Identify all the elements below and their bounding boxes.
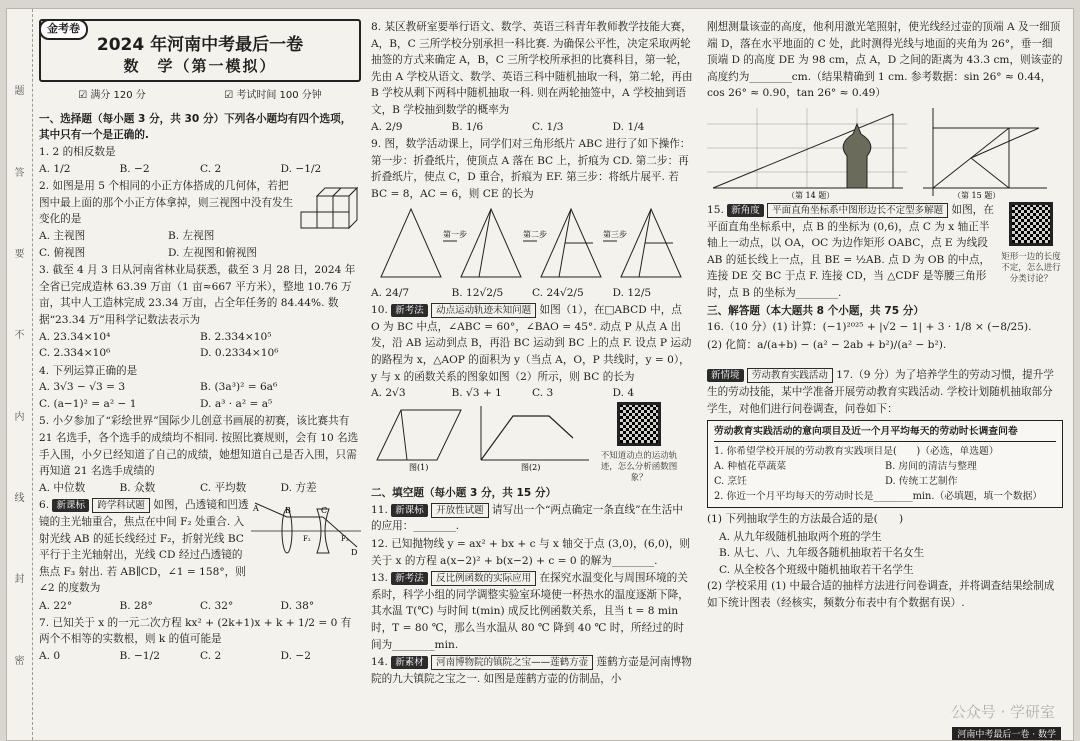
- step-label: 第三步: [603, 229, 627, 239]
- question-3: [39, 262, 361, 362]
- option: D. −2: [280, 649, 311, 662]
- question-stem: 莲鹤方壶是河南博物院的九大镇院之宝之一. 如图是莲鹤方壶的仿制品，小: [371, 656, 692, 685]
- vase-figure: [707, 104, 907, 200]
- option: B. 12√2/5: [451, 286, 504, 299]
- survey-option: C. 烹饪: [714, 476, 747, 488]
- option: C. 32°: [200, 600, 234, 612]
- sub-question-1-options: [707, 529, 1063, 579]
- exam-paper: [6, 8, 1074, 741]
- question-tag: 新课标: [391, 504, 428, 517]
- options: [371, 385, 693, 402]
- option: A. 2/9: [371, 120, 403, 133]
- question-stem: 17.（9 分）为了培养学生的劳动习惯，提升学生的劳动技能，某中学准备开展劳动教育实践活动. 学校计划随机抽取部分学生，对他们进行问卷调查，问卷如下：: [707, 369, 1054, 415]
- option: D. 38°: [280, 600, 315, 612]
- option: D. 1/4: [612, 120, 645, 133]
- question-13: 13. 新考法 反比例函数的实际应用 在探究水温变化与周围环境的关系时，科学小组的同学调整实验室环境使一杯热水的温度逐渐下降，其水温 T(℃) 与时间 t(min) 成反比例函数关系，且当 t = 8 min 时，T = 80 ℃，那么当水温从 80 ℃ 降到 40 ℃ 时，所经过的时间为________min.: [371, 572, 689, 651]
- question-stem: 在探究水温变化与周围环境的关系时，科学小组的同学调整实验室环境使一杯热水的温度逐渐下降，其水温 T(℃) 与时间 t(min) 成反比例函数关系，且当 t = 8 min 时，T = 80 ℃，那么当水温从 80 ℃ 降到 40 ℃ 时，所经过的时间为________min.: [371, 572, 689, 651]
- gutter-char: 内: [14, 411, 25, 423]
- question-14-continued: 刚想测量该壶的高度，他利用激光笔照射，使光线经过壶的顶端 A 及一细顶端 D，落在水平地面的 C 处，此时测得光线与地面的夹角为 26°，垂一细顶端 D 的高度 DE 为 98 cm，点 A，D 之间的距离为 43.3 cm，则该壶的高度约为________cm.（结果精确到 1 cm. 参考数据：sin 26° ≈ 0.44，cos 26° ≈ 0.90，tan 26° ≈ 0.49）: [707, 21, 1063, 100]
- question-tag-title: 河南博物院的镇院之宝——莲鹤方壶: [431, 655, 593, 670]
- question-14: 14. 新素材 河南博物院的镇院之宝——莲鹤方壶 莲鹤方壶是河南博物院的九大镇院之宝之一. 如图是莲鹤方壶的仿制品，小: [371, 656, 692, 685]
- option: B. 1/6: [451, 120, 484, 133]
- watermark: 公众号 · 学研室: [950, 703, 1055, 721]
- option: D. −1/2: [280, 162, 322, 175]
- question-2: [39, 178, 361, 261]
- option: C. (a−1)² = a² − 1: [39, 397, 137, 410]
- option: C. 2: [200, 649, 222, 662]
- question-5: [39, 413, 361, 496]
- question-1: [39, 144, 361, 177]
- graph-figure: [473, 402, 593, 472]
- option: C. 24√2/5: [532, 286, 584, 299]
- gutter-char: 题: [14, 86, 25, 98]
- option: D. 左视图和俯视图: [168, 246, 258, 259]
- option: B. 2.334×10⁵: [200, 330, 272, 343]
- options: [39, 480, 361, 497]
- sub-question-2: (2) 学校采用 (1) 中最合适的抽样方法进行问卷调查，并将调查结果绘制成如下统计图表（经核实，频数分布表中有个数据有误）.: [707, 580, 1055, 610]
- folding-figure: [371, 205, 691, 283]
- options: [371, 285, 693, 302]
- question-16-part-2: (2) 化简：a/(a+b) − (a² − 2ab + b²)/(a² − b²).: [707, 338, 947, 351]
- option: C. 2.334×10⁶: [39, 347, 111, 360]
- option: A. 22°: [39, 600, 73, 612]
- exam-meta: [39, 88, 361, 105]
- question-tag: 新情境: [707, 369, 744, 382]
- question-4: [39, 363, 361, 413]
- options: [371, 119, 693, 136]
- question-tag: 新考法: [391, 572, 428, 585]
- question-10: 10. 新考法 动点运动轨迹未知问题 如图（1），在□ABCD 中，点 O 为 BC 中点，∠ABC = 60°，∠BAO = 45°. 动点 P 从点 A 出发，沿 AB 运动到点 B，再沿 BC 运动到 BC 上的点 F. 设点 P 运动的路程为 x，△AOP 的面积为 y（当点 A，O，P 共线时，y = 0），y 与 x 的函数关系的图象如图（2）所示，则 BC 的长为 A. 2√3 B. √3 + 1 C. 3 D. 4 图(1) 图(2) 不知道动点的运动轨迹，怎么分析函数图象？: [371, 304, 692, 484]
- option: A. 主视图: [39, 229, 86, 242]
- option: B. (3a³)² = 6a⁶: [200, 381, 278, 394]
- question-tag: 新素材: [391, 656, 428, 669]
- svg-text:A: A: [253, 504, 259, 514]
- cube-figure: [297, 178, 361, 242]
- question-tag-title: 劳动教育实践活动: [747, 368, 833, 383]
- question-tag-title: 反比例函数的实际应用: [431, 571, 536, 586]
- tip-note: 不知道动点的运动轨迹，怎么分析函数图象？: [600, 451, 678, 484]
- svg-text:F₂: F₂: [303, 535, 311, 544]
- sub-question-1: (1) 下列抽取学生的方法最合适的是( ): [707, 513, 904, 526]
- exam-header: [39, 19, 361, 82]
- figure-caption: 图(2): [521, 462, 541, 472]
- option: B. 从七、八、九年级各随机抽取若干名女生: [719, 547, 925, 560]
- question-15: 15. 新角度 平面直角坐标系中图形边长不定型多解题 如图，在平面直角坐标系中，点 B 的坐标为 (0,6)，点 C 为 x 轴正半轴上一动点，以 OA，OC 为边作矩形 OABC，点 E 为线段 AB 的延长线上一点，且 BE = ½AB. 点 D 为 OB 的中点，连接 DE 交 BC 于点 F. 连接 CD，当 △CDF 是等腰三角形时，点 B 的坐标为________. 矩形一边的长度不定，怎么进行分类讨论？: [707, 202, 1063, 302]
- option: C. 平均数: [200, 481, 247, 494]
- question-tag: 新考法: [391, 304, 428, 317]
- option: A. 23.34×10⁴: [39, 330, 111, 343]
- survey-option: B. 房间的清洁与整理: [885, 461, 977, 473]
- figure-caption: 图(1): [409, 462, 429, 472]
- question-stem: 7. 已知关于 x 的一元二次方程 kx² + (2k+1)x + k + 1/2 = 0 有两个不相等的实数根，则 k 的值可能是: [39, 616, 352, 646]
- question-stem: 2. 如图是用 5 个相同的小正方体搭成的几何体，若把图中最上面的那个小正方体拿掉，则三视图中没有发生变化的是: [39, 180, 294, 226]
- question-tag-title: 平面直角坐标系中图形边长不定型多解题: [767, 203, 948, 218]
- question-stem: 请写出一个“两点确定一条直线”在生活中的应用：________.: [371, 503, 683, 533]
- option: C. 3: [532, 387, 554, 400]
- option: C. 1/3: [532, 120, 564, 133]
- option: A. 24/7: [371, 286, 410, 299]
- brand-logo: 金考卷: [39, 19, 88, 40]
- option: D. 方差: [280, 481, 317, 494]
- question-8: [371, 19, 693, 135]
- options: [39, 648, 361, 665]
- section-title: 三、解答题（本大题共 8 个小题，共 75 分）: [707, 304, 924, 317]
- survey-title: 劳动教育实践活动的意向项目及近一个月平均每天的劳动时长调查问卷: [714, 424, 1056, 442]
- qr-code-icon[interactable]: [1009, 202, 1053, 246]
- options: [39, 329, 361, 362]
- column-1: [39, 19, 361, 665]
- gutter-char: 封: [14, 574, 25, 586]
- options: [39, 161, 361, 178]
- survey-options: [714, 459, 1056, 489]
- question-7: [39, 615, 361, 665]
- question-stem: 9. 图，数学活动课上，同学们对三角形纸片 ABC 进行了如下操作：第一步：折叠纸片，使顶点 A 落在 BC 上，折痕为 CD. 第二步：再折叠纸片，使点 C，D 重合，折痕为 EF. 第三步：将纸片展平. 若 BC = 8，AC = 6，则 CE 的长为: [371, 138, 691, 200]
- option: C. 从全校各个班级中随机抽取若干名学生: [719, 563, 914, 576]
- page-footer: 河南中考最后一卷 · 数学: [952, 727, 1061, 740]
- section-title: 一、选择题（每小题 3 分，共 30 分）下列各小题均有四个选项，其中只有一个是正确的.: [39, 112, 352, 142]
- question-11: 11. 新课标 开放性试题 请写出一个“两点确定一条直线”在生活中的应用：________.: [371, 503, 683, 533]
- question-tag: 新角度: [727, 204, 764, 217]
- column-3: [707, 19, 1063, 613]
- question-tag: 新课标: [52, 499, 89, 512]
- question-stem: 3. 截至 4 月 3 日从河南省林业局获悉，截至 3 月 28 日，2024 年全省已完成造林 63.39 万亩（1 亩≈667 平方米），整地 10.76 万亩，其中人工造林完成 23.34 万亩，占全年任务的 84.44%. 数据“23.34 万”用科学记数法表示为: [39, 264, 356, 326]
- gutter-char: 不: [14, 330, 25, 342]
- survey-box: [707, 420, 1063, 508]
- step-label: 第一步: [443, 229, 467, 239]
- question-stem: 4. 下列运算正确的是: [39, 364, 138, 377]
- option: D. 4: [612, 387, 635, 400]
- options: [39, 598, 361, 615]
- question-17: [707, 367, 1063, 417]
- option: A. 0: [39, 649, 61, 662]
- options: [39, 228, 297, 261]
- question-16-part-1: 16.（10 分）(1) 计算：(−1)²⁰²⁵ + |√2 − 1| + 3 · 1/8 × (−8/25).: [707, 321, 1032, 334]
- option: B. 众数: [119, 481, 156, 494]
- option: A. 2√3: [371, 387, 406, 400]
- question-tag-title: 跨学科试题: [92, 498, 150, 513]
- question-stem: 如图，凸透镜和凹透镜的主光轴重合，焦点在中间 F₂ 处重合. 入射光线 AB 的延长线经过 F₂，折射光线 BC 平行于主光轴射出，光线 CD 经过凸透镜的焦点 F₃ 射出. 若 AB∥CD，∠1 = 158°，则 ∠2 的度数为: [39, 499, 249, 595]
- option: D. a³ · a² = a⁵: [200, 397, 273, 410]
- binding-gutter: [7, 9, 33, 740]
- option: A. 从九年级随机抽取两个班的学生: [719, 530, 882, 543]
- svg-text:B: B: [285, 506, 291, 516]
- svg-text:C: C: [321, 506, 328, 516]
- option: D. 0.2334×10⁶: [200, 347, 279, 360]
- option: A. 中位数: [39, 481, 86, 494]
- question-stem: 如图（1），在□ABCD 中，点 O 为 BC 中点，∠ABC = 60°，∠BAO = 45°. 动点 P 从点 A 出发，沿 AB 运动到点 B，再沿 BC 运动到 BC 上的点 F. 设点 P 运动的路程为 x，△AOP 的面积为 y（当点 A，O，P 共线时，y = 0），y 与 x 的函数关系的图象如图（2）所示，则 BC 的长为: [371, 304, 692, 383]
- survey-question: 2. 你近一个月平均每天的劳动时长是________min.（必填题，填一个数据）: [714, 491, 1043, 503]
- survey-question: 1. 你希望学校开展的劳动教育实践项目是( )（必选，单选题）: [714, 446, 999, 458]
- coordinate-figure: [913, 104, 1053, 200]
- question-12: 12. 已知抛物线 y = ax² + bx + c 与 x 轴交于点 (3,0)，(6,0)，则关于 x 的方程 a(x−2)² + b(x−2) + c = 0 的解为________.: [371, 538, 691, 567]
- qr-code-icon[interactable]: [617, 402, 661, 446]
- exam-title: 2024 年河南中考最后一卷: [96, 35, 304, 55]
- options: [39, 379, 361, 412]
- survey-option: A. 种植花草蔬菜: [714, 461, 787, 473]
- question-tag-title: 开放性试题: [431, 503, 489, 518]
- option: D. 12/5: [612, 286, 652, 299]
- question-stem: 1. 2 的相反数是: [39, 145, 116, 158]
- gutter-char: 答: [14, 167, 25, 179]
- question-9: [371, 136, 693, 301]
- question-stem: 如图，在平面直角坐标系中，点 B 的坐标为 (0,6)，点 C 为 x 轴正半轴上一动点，以 OA，OC 为边作矩形 OABC，点 E 为线段 AB 的延长线上一点，且 BE = ½AB. 点 D 为 OB 的中点，连接 DE 交 BC 于点 F. 连接 CD，当 △CDF 是等腰三角形时，点 B 的坐标为________.: [707, 203, 994, 299]
- exam-subject: 数 学（第一模拟）: [123, 56, 277, 75]
- lens-figure: [251, 497, 361, 557]
- question-stem: 8. 某区教研室要举行语文、数学、英语三科青年教师教学技能大赛，A，B，C 三所学校分别承担一科比赛. 为确保公平性，决定采取两轮抽签的方式来确定 A，B，C 三所学校所承担的比赛科目，第一轮，先由 A 学校从语文、数学、英语三科中随机抽取一科，第二轮，再由 B 学校从剩下两科中随机抽取一科. 则在两轮抽签中，A 学校抽到语文，B 学校抽到数学的概率为: [371, 21, 693, 116]
- section-title: 二、填空题（每小题 3 分，共 15 分）: [371, 487, 557, 500]
- option: C. 俯视图: [39, 246, 86, 259]
- svg-text:D: D: [351, 548, 358, 558]
- figure-caption: （第 15 题）: [953, 190, 1001, 200]
- gutter-char: 密: [14, 655, 25, 667]
- svg-text:F₃: F₃: [341, 535, 349, 544]
- option: B. 28°: [119, 600, 153, 612]
- step-label: 第二步: [523, 229, 547, 239]
- option: C. 2: [200, 162, 222, 175]
- parallelogram-figure: [371, 402, 467, 472]
- question-tag-title: 动点运动轨迹未知问题: [431, 303, 536, 318]
- question-stem: 5. 小夕参加了“彩绘世界”国际少儿创意书画展的初赛，该比赛共有 21 名选手，各个选手的成绩均不相同. 按照比赛规则，会有 10 名选手入围，小夕已经知道了自己的成绩，她想知道自己是否入围，只需再知道 21 名选手成绩的: [39, 415, 359, 478]
- option: A. 1/2: [39, 162, 71, 175]
- column-2: [371, 19, 693, 688]
- option: B. −1/2: [119, 649, 160, 662]
- figure-caption: （第 14 题）: [787, 190, 835, 200]
- gutter-char: 线: [14, 493, 25, 505]
- option: B. √3 + 1: [451, 387, 502, 400]
- full-score: ☑ 满分 120 分: [78, 88, 146, 105]
- gutter-char: 要: [14, 248, 25, 260]
- tip-note: 矩形一边的长度不定，怎么进行分类讨论？: [1001, 251, 1061, 284]
- option: B. −2: [119, 162, 150, 175]
- survey-option: D. 传统工艺制作: [885, 476, 958, 488]
- question-6: 6. 新课标 跨学科试题 如图，凸透镜和凹透镜的主光轴重合，焦点在中间 F₂ 处重合. 入射光线 AB 的延长线经过 F₂，折射光线 BC 平行于主光轴射出，光线 CD 经过凸透镜的焦点 F₃ 射出. 若 AB∥CD，∠1 = 158°，则 ∠2 的度数为 A B C D F₂ F₃: [39, 497, 361, 597]
- option: B. 左视图: [168, 229, 215, 242]
- option: A. 3√3 − √3 = 3: [39, 381, 126, 394]
- exam-time: ☑ 考试时间 100 分钟: [224, 88, 322, 105]
